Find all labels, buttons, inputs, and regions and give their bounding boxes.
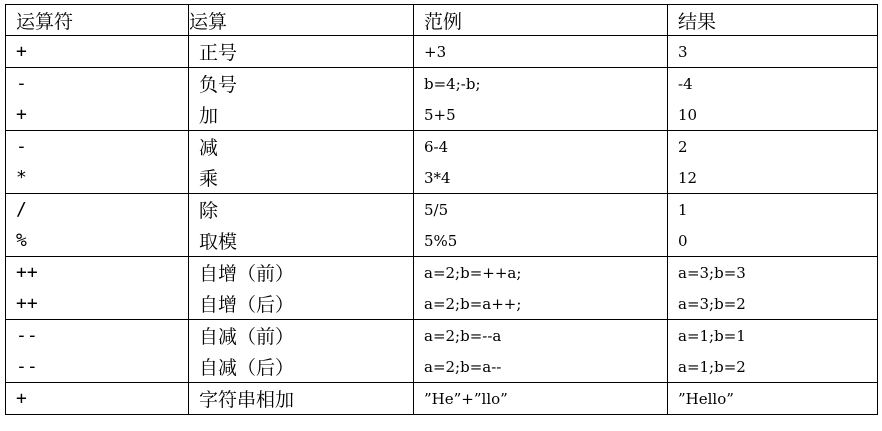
operation-cell: 自增（前） bbox=[189, 257, 414, 289]
operator-cell: ++ bbox=[6, 257, 189, 289]
example-cell: b=4;-b; bbox=[414, 68, 668, 100]
operator-cell: ++ bbox=[6, 288, 189, 320]
table-row bbox=[6, 36, 878, 68]
operator-cell: + bbox=[6, 99, 189, 131]
operator-table bbox=[5, 4, 878, 415]
table-row bbox=[6, 351, 878, 383]
result-cell: 3 bbox=[668, 36, 878, 68]
operation-cell: 自减（后） bbox=[189, 351, 414, 383]
example-cell: a=2;b=a-- bbox=[414, 351, 668, 383]
table-row bbox=[6, 257, 878, 289]
example-cell: ”He”+”llo” bbox=[414, 383, 668, 415]
header-result: 结果 bbox=[668, 5, 878, 36]
operator-cell: - bbox=[6, 68, 189, 100]
result-cell: 0 bbox=[668, 225, 878, 257]
operator-cell: / bbox=[6, 194, 189, 226]
operator-table-container bbox=[5, 4, 877, 415]
operation-cell: 加 bbox=[189, 99, 414, 131]
operation-cell: 字符串相加 bbox=[189, 383, 414, 415]
result-cell: 10 bbox=[668, 99, 878, 131]
example-cell: a=2;b=a++; bbox=[414, 288, 668, 320]
example-cell: a=2;b=++a; bbox=[414, 257, 668, 289]
example-cell: 3*4 bbox=[414, 162, 668, 194]
result-cell: a=1;b=2 bbox=[668, 351, 878, 383]
operation-cell: 负号 bbox=[189, 68, 414, 100]
table-row bbox=[6, 131, 878, 163]
example-cell: 6-4 bbox=[414, 131, 668, 163]
operation-cell: 自减（前） bbox=[189, 320, 414, 352]
operation-cell: 自增（后） bbox=[189, 288, 414, 320]
example-cell: +3 bbox=[414, 36, 668, 68]
table-row bbox=[6, 383, 878, 415]
example-cell: 5%5 bbox=[414, 225, 668, 257]
example-cell: a=2;b=--a bbox=[414, 320, 668, 352]
table-row bbox=[6, 320, 878, 352]
operation-cell: 除 bbox=[189, 194, 414, 226]
operator-cell: + bbox=[6, 36, 189, 68]
header-operator: 运算符 bbox=[6, 5, 189, 36]
table-header-row bbox=[6, 5, 878, 36]
result-cell: 1 bbox=[668, 194, 878, 226]
result-cell: ”Hello” bbox=[668, 383, 878, 415]
operator-cell: % bbox=[6, 225, 189, 257]
example-cell: 5/5 bbox=[414, 194, 668, 226]
table-row bbox=[6, 225, 878, 257]
header-example: 范例 bbox=[414, 5, 668, 36]
operation-cell: 乘 bbox=[189, 162, 414, 194]
operation-cell: 取模 bbox=[189, 225, 414, 257]
result-cell: -4 bbox=[668, 68, 878, 100]
operator-cell: -- bbox=[6, 351, 189, 383]
result-cell: 12 bbox=[668, 162, 878, 194]
operator-cell: * bbox=[6, 162, 189, 194]
table-row bbox=[6, 162, 878, 194]
operator-cell: -- bbox=[6, 320, 189, 352]
result-cell: 2 bbox=[668, 131, 878, 163]
table-row bbox=[6, 288, 878, 320]
table-row bbox=[6, 68, 878, 100]
operator-cell: + bbox=[6, 383, 189, 415]
table-row bbox=[6, 99, 878, 131]
result-cell: a=3;b=2 bbox=[668, 288, 878, 320]
operation-cell: 正号 bbox=[189, 36, 414, 68]
result-cell: a=3;b=3 bbox=[668, 257, 878, 289]
example-cell: 5+5 bbox=[414, 99, 668, 131]
operation-cell: 减 bbox=[189, 131, 414, 163]
table-row bbox=[6, 194, 878, 226]
result-cell: a=1;b=1 bbox=[668, 320, 878, 352]
header-operation: 运算 bbox=[189, 5, 414, 36]
operator-cell: - bbox=[6, 131, 189, 163]
